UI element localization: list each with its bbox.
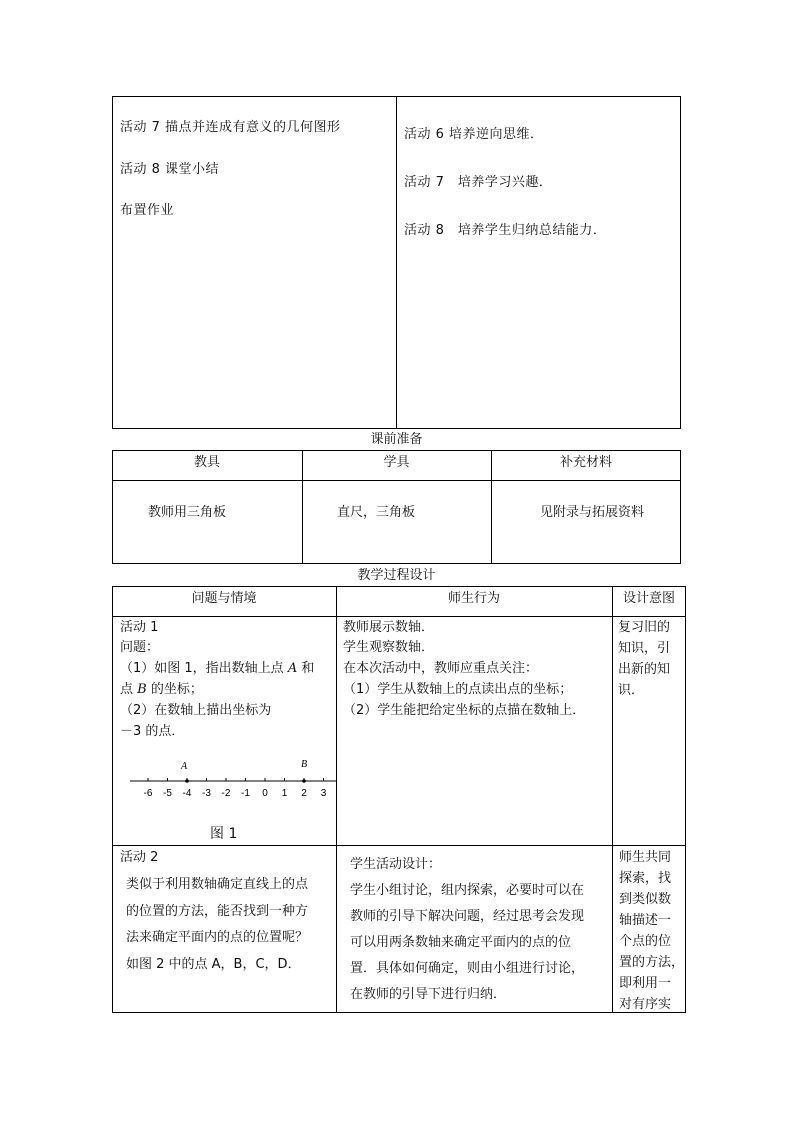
point-b-dot	[302, 779, 306, 783]
r2-q-line-2: 类似于利用数轴确定直线上的点	[126, 877, 309, 892]
axis-tick-label: -1	[241, 788, 250, 799]
axis-tick-label: -2	[221, 788, 231, 799]
r2-b-line-2: 学生小组讨论，组内探索，必要时可以在	[350, 883, 585, 898]
r2-i-line-3: 到类似数	[619, 892, 672, 907]
r1-q-line-5: （2）在数轴上描出坐标为	[120, 703, 272, 718]
activity-table-divider	[396, 96, 397, 429]
axis-tick-label: -4	[182, 788, 192, 799]
process-header-behavior: 师生行为	[447, 591, 500, 606]
r1-q-line-6: －3 的点．	[120, 724, 185, 739]
axis-tick-label: 0	[262, 788, 268, 799]
r1-i-line-2: 知识，引	[618, 641, 671, 656]
r2-i-line-2: 探索，找	[619, 871, 672, 886]
r2-b-line-6: 在教师的引导下进行归纳．	[350, 987, 507, 1002]
axis-tick-label: -6	[143, 788, 153, 799]
r1-b-line-4: （1）学生从数轴上的点读出点的坐标；	[343, 682, 573, 697]
number-line-figure	[126, 757, 338, 805]
axis-tick-label: 1	[281, 788, 288, 799]
prep-header-tools: 教具	[193, 455, 220, 470]
process-divider-2	[612, 586, 613, 1013]
axis-tick-label: 2	[301, 788, 307, 799]
prep-header-materials: 补充材料	[559, 455, 612, 470]
r2-q-line-3: 的位置的方法，能否找到一种方	[126, 904, 309, 919]
r1-q-line-3: （1）如图 1，指出数轴上点 A 和	[120, 661, 315, 676]
r2-b-line-4: 可以用两条数轴来确定平面内的点的位	[350, 935, 572, 950]
process-header-question: 问题与情境	[191, 591, 257, 606]
process-title: 教学过程设计	[357, 568, 436, 583]
r2-i-line-1: 师生共同	[619, 850, 672, 865]
left-item-1: 活动 7 描点并连成有意义的几何图形	[120, 120, 341, 135]
r1-i-line-3: 出新的知	[618, 662, 671, 677]
prep-value-student-tools: 直尺，三角板	[337, 505, 416, 520]
prep-title: 课前准备	[370, 432, 423, 447]
r1-b-line-1: 教师展示数轴．	[343, 620, 435, 635]
point-a-label: A	[180, 761, 188, 772]
r2-q-line-4: 法来确定平面内的点的位置呢？	[126, 930, 309, 945]
r1-i-line-4: 识．	[618, 683, 645, 698]
prep-value-materials: 见附录与拓展资料	[540, 505, 645, 520]
r2-i-line-8: 对有序实	[619, 997, 672, 1012]
r1-b-line-3: 在本次活动中，教师应重点关注：	[343, 661, 539, 676]
r1-q-line-1: 活动 1	[120, 620, 159, 635]
r2-i-line-5: 个点的位	[619, 934, 672, 949]
axis-tick-label: 3	[320, 788, 327, 799]
r2-b-line-5: 置．具体如何确定，则由小组进行讨论，	[350, 961, 585, 976]
axis-tick-labels	[144, 788, 327, 799]
right-item-2: 活动 7 培养学习兴趣．	[404, 175, 553, 190]
r2-q-line-5: 如图 2 中的点 A，B，C，D．	[126, 957, 301, 972]
process-header-line	[112, 616, 686, 617]
r1-q-line-4: 点 B 的坐标；	[120, 682, 203, 697]
process-header-intent: 设计意图	[622, 591, 675, 606]
r2-i-line-7: 即利用一	[619, 976, 672, 991]
r1-b-line-2: 学生观察数轴．	[343, 640, 435, 655]
right-item-3: 活动 8 培养学生归纳总结能力．	[404, 223, 607, 238]
figure-1-caption: 图 1	[210, 826, 238, 842]
right-item-1: 活动 6 培养逆向思维．	[404, 127, 544, 142]
axis-tick-label: -5	[163, 788, 172, 799]
point-b-label: B	[300, 759, 308, 770]
point-a-dot	[185, 779, 189, 783]
prep-header-student-tools: 学具	[383, 455, 410, 470]
r1-i-line-1: 复习旧的	[618, 620, 671, 635]
left-item-3: 布置作业	[120, 203, 175, 218]
r1-b-line-5: （2）学生能把给定坐标的点描在数轴上．	[343, 703, 586, 718]
r2-b-line-3: 教师的引导下解决问题，经过思考会发现	[350, 909, 585, 924]
r2-b-line-1: 学生活动设计：	[350, 857, 442, 872]
prep-header-line	[112, 480, 681, 481]
r2-i-line-4: 轴描述一	[619, 913, 672, 928]
r2-i-line-6: 置的方法，	[619, 955, 685, 970]
r2-q-line-1: 活动 2	[120, 850, 159, 865]
point-b-ref: B	[137, 682, 147, 697]
axis-tick-label: -3	[202, 788, 211, 799]
r1-q-line-2: 问题：	[120, 640, 160, 655]
point-a-ref: A	[287, 661, 298, 676]
left-item-2: 活动 8 课堂小结	[120, 162, 220, 177]
process-row-line	[112, 845, 686, 846]
prep-value-tools: 教师用三角板	[148, 505, 227, 520]
